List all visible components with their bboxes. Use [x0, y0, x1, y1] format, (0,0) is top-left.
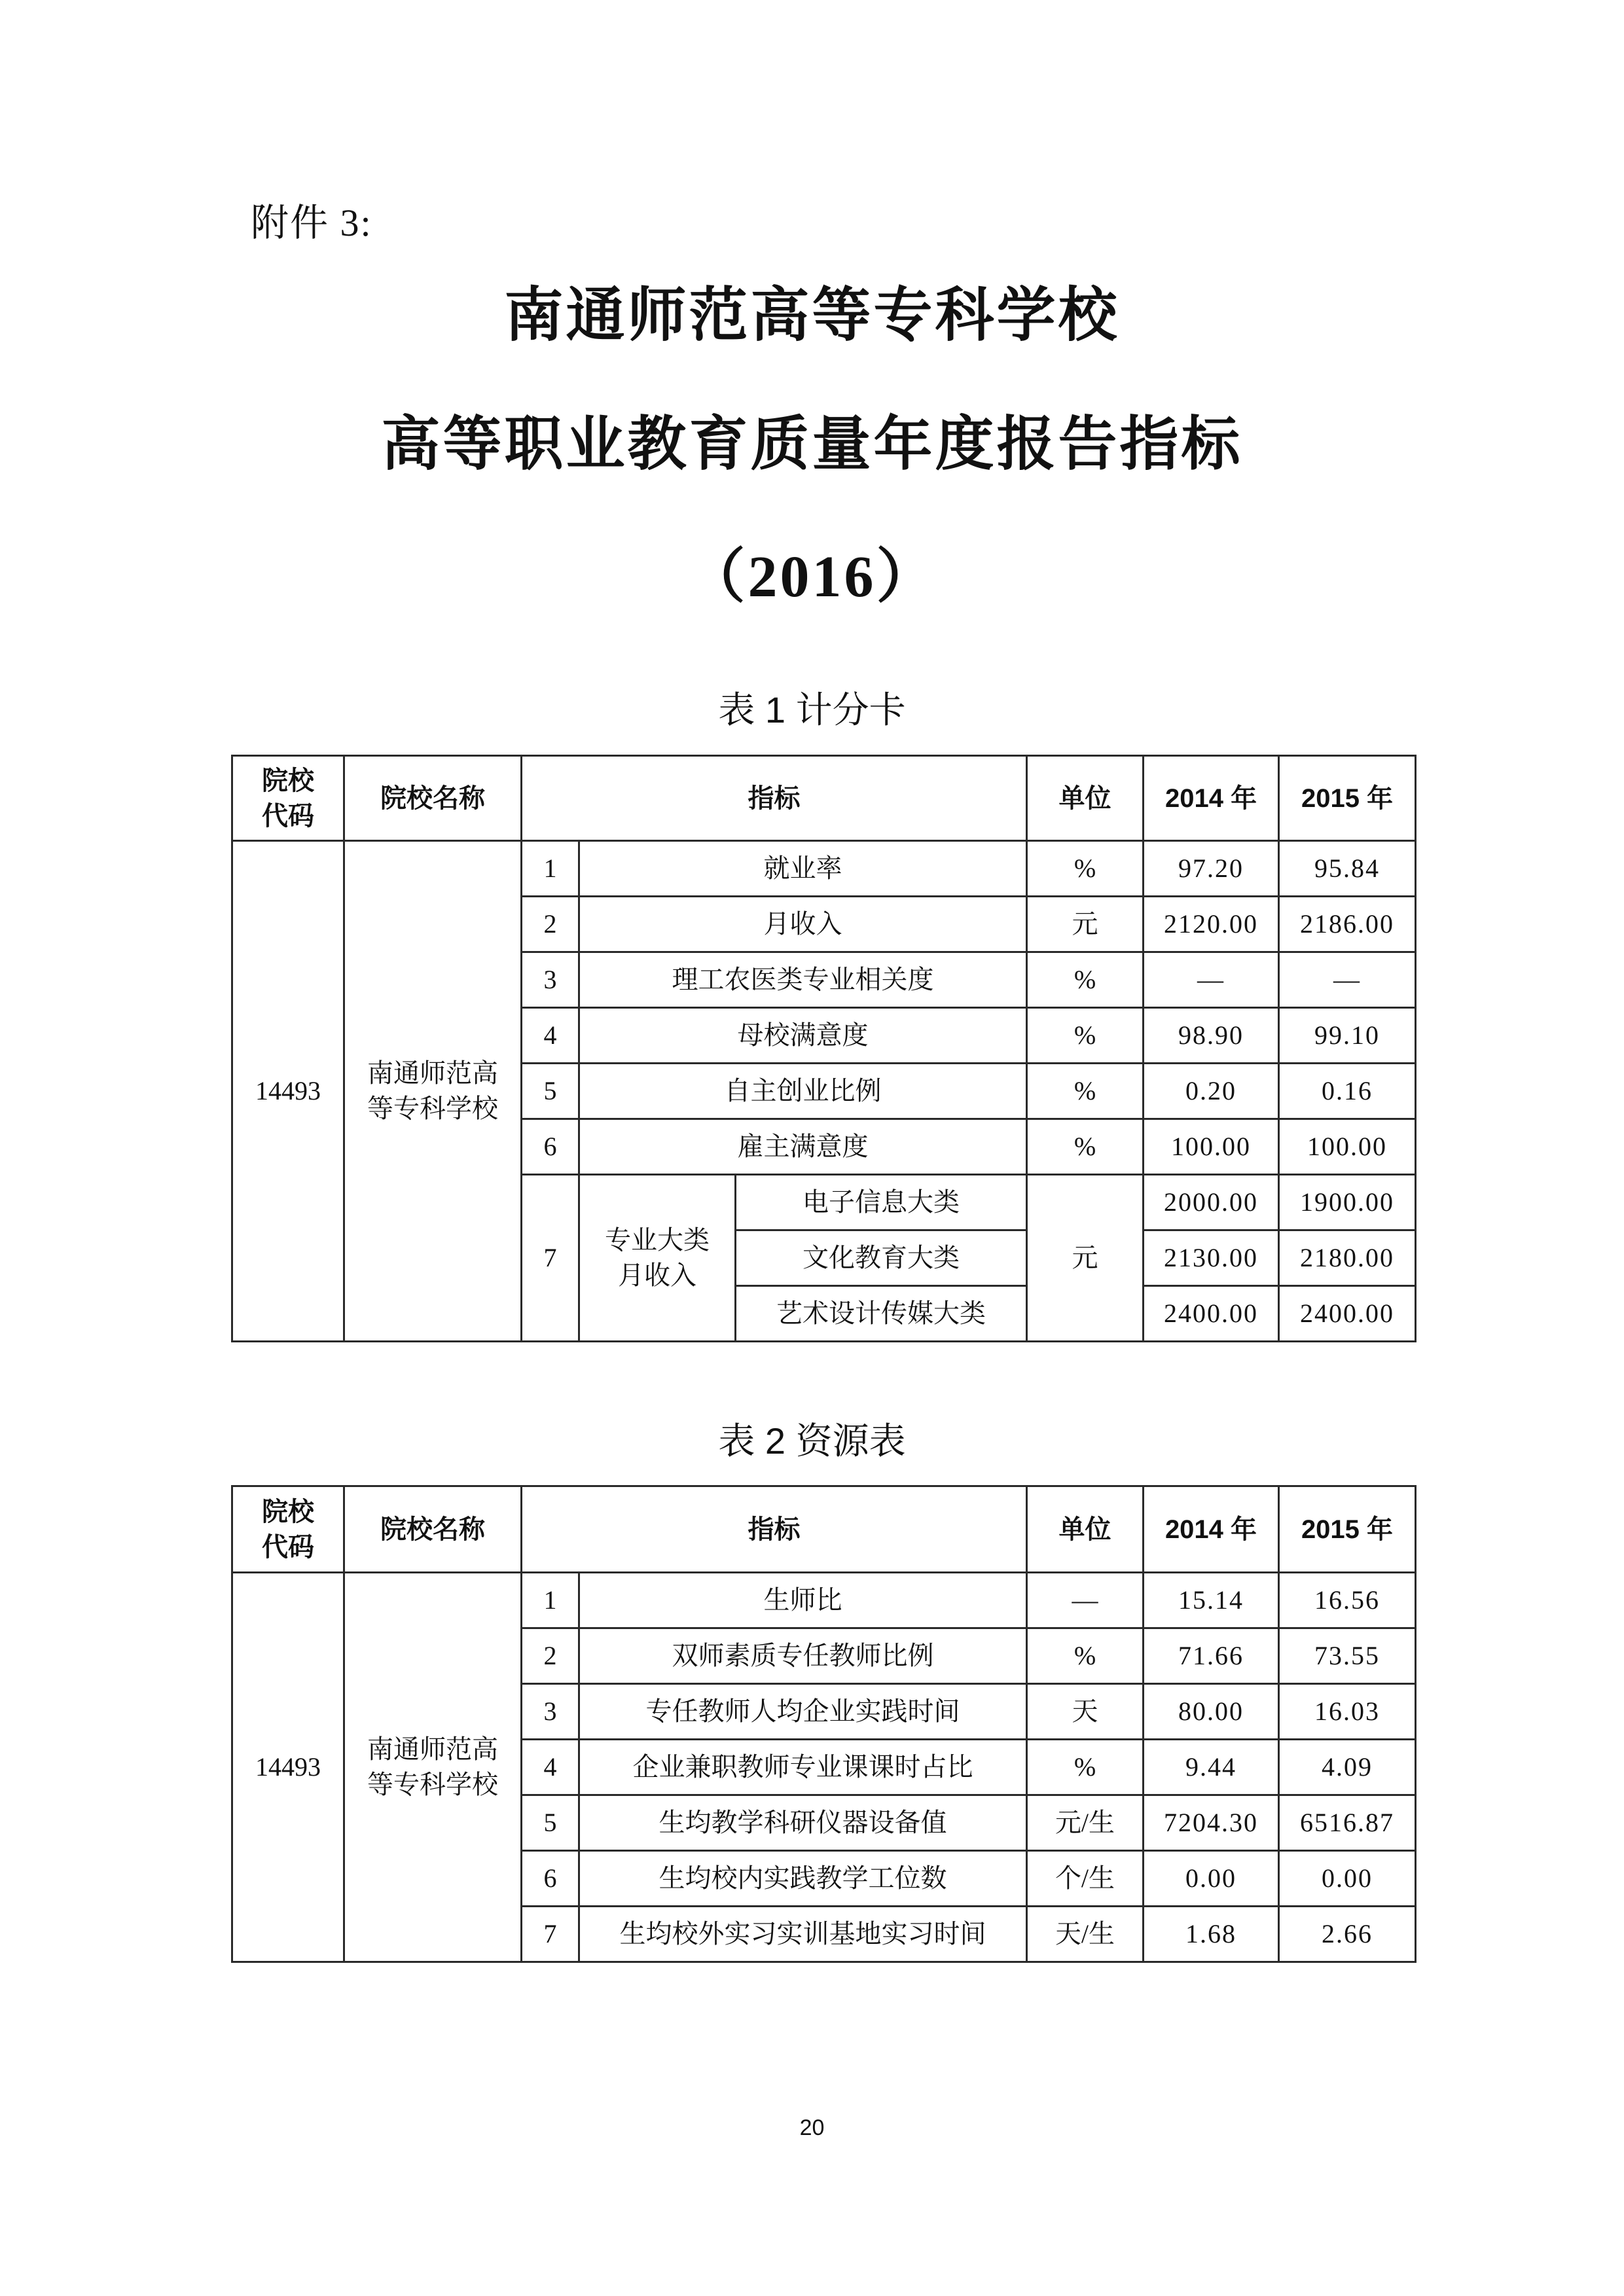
value-2014: 15.14 [1144, 1573, 1279, 1628]
resource-table [231, 1485, 1416, 1963]
value-2014: — [1144, 952, 1279, 1008]
school-code-cell: 14493 [232, 1573, 344, 1962]
unit-cell: % [1027, 952, 1144, 1008]
report-year: （2016） [686, 545, 938, 609]
row-number: 5 [522, 1795, 579, 1851]
value-2015: 2.66 [1279, 1907, 1416, 1962]
indicator-name: 就业率 [579, 841, 1027, 897]
unit-cell: % [1027, 1008, 1144, 1064]
school-code-cell: 14493 [232, 841, 344, 1342]
value-2015: 2186.00 [1279, 897, 1416, 952]
attachment-label: 附件 3: [251, 202, 372, 244]
value-2015: 100.00 [1279, 1119, 1416, 1175]
value-2015: 2180.00 [1279, 1230, 1416, 1286]
unit-cell: % [1027, 1119, 1144, 1175]
value-2015: 16.56 [1279, 1573, 1416, 1628]
value-2014: 98.90 [1144, 1008, 1279, 1064]
indicator-name: 企业兼职教师专业课课时占比 [579, 1740, 1027, 1795]
value-2014: 2120.00 [1144, 897, 1279, 952]
row-number: 1 [522, 1573, 579, 1628]
header-unit: 单位 [1027, 1486, 1144, 1573]
value-2014: 80.00 [1144, 1684, 1279, 1740]
header-2014: 2014 年 [1144, 1486, 1279, 1573]
header-2015: 2015 年 [1279, 1486, 1416, 1573]
row-number: 6 [522, 1851, 579, 1907]
unit-cell: — [1027, 1573, 1144, 1628]
header-school-name: 院校名称 [344, 756, 522, 841]
value-2015: 95.84 [1279, 841, 1416, 897]
header-row [232, 756, 1416, 841]
header-indicator: 指标 [522, 756, 1027, 841]
value-2014: 2000.00 [1144, 1175, 1279, 1230]
category-name: 电子信息大类 [736, 1175, 1027, 1230]
row-number: 2 [522, 897, 579, 952]
indicator-name: 母校满意度 [579, 1008, 1027, 1064]
indicator-name: 生均教学科研仪器设备值 [579, 1795, 1027, 1851]
indicator-group-name: 专业大类月收入 [579, 1175, 736, 1342]
value-2014: 0.00 [1144, 1851, 1279, 1907]
header-2014: 2014 年 [1144, 756, 1279, 841]
row-number: 6 [522, 1119, 579, 1175]
header-school-code: 院校代码 [232, 756, 344, 841]
table1-caption: 表 1 计分卡 [718, 689, 906, 730]
row-number: 7 [522, 1907, 579, 1962]
indicator-name: 月收入 [579, 897, 1027, 952]
indicator-name: 生均校外实习实训基地实习时间 [579, 1907, 1027, 1962]
school-title: 南通师范高等专科学校 [504, 283, 1120, 348]
header-row [232, 1486, 1416, 1573]
school-name-cell: 南通师范高等专科学校 [344, 1573, 522, 1962]
header-2015: 2015 年 [1279, 756, 1416, 841]
value-2014: 0.20 [1144, 1064, 1279, 1119]
header-school-name: 院校名称 [344, 1486, 522, 1573]
unit-cell: 天/生 [1027, 1907, 1144, 1962]
table-row [232, 841, 1416, 897]
value-2014: 9.44 [1144, 1740, 1279, 1795]
value-2014: 71.66 [1144, 1628, 1279, 1684]
value-2014: 1.68 [1144, 1907, 1279, 1962]
value-2014: 7204.30 [1144, 1795, 1279, 1851]
indicator-name: 生师比 [579, 1573, 1027, 1628]
row-number: 5 [522, 1064, 579, 1119]
unit-cell: % [1027, 1740, 1144, 1795]
header-school-code: 院校代码 [232, 1486, 344, 1573]
indicator-name: 雇主满意度 [579, 1119, 1027, 1175]
unit-cell: % [1027, 841, 1144, 897]
header-unit: 单位 [1027, 756, 1144, 841]
report-title: 高等职业教育质量年度报告指标 [381, 412, 1243, 477]
unit-cell: 元 [1027, 897, 1144, 952]
value-2014: 2130.00 [1144, 1230, 1279, 1286]
value-2015: 73.55 [1279, 1628, 1416, 1684]
unit-cell: 天 [1027, 1684, 1144, 1740]
category-name: 艺术设计传媒大类 [736, 1286, 1027, 1342]
row-number: 7 [522, 1175, 579, 1342]
indicator-name: 双师素质专任教师比例 [579, 1628, 1027, 1684]
value-2015: 6516.87 [1279, 1795, 1416, 1851]
indicator-name: 专任教师人均企业实践时间 [579, 1684, 1027, 1740]
table-row [232, 1573, 1416, 1628]
value-2014: 97.20 [1144, 841, 1279, 897]
row-number: 3 [522, 1684, 579, 1740]
unit-cell: 个/生 [1027, 1851, 1144, 1907]
value-2015: 4.09 [1279, 1740, 1416, 1795]
school-name-cell: 南通师范高等专科学校 [344, 841, 522, 1342]
value-2015: 99.10 [1279, 1008, 1416, 1064]
row-number: 4 [522, 1740, 579, 1795]
value-2015: 0.16 [1279, 1064, 1416, 1119]
page-number: 20 [799, 2115, 825, 2140]
row-number: 2 [522, 1628, 579, 1684]
scorecard-table [231, 755, 1416, 1342]
value-2015: 16.03 [1279, 1684, 1416, 1740]
unit-cell: % [1027, 1064, 1144, 1119]
indicator-name: 自主创业比例 [579, 1064, 1027, 1119]
row-number: 1 [522, 841, 579, 897]
row-number: 3 [522, 952, 579, 1008]
table2-caption: 表 2 资源表 [718, 1420, 906, 1462]
row-number: 4 [522, 1008, 579, 1064]
value-2015: 1900.00 [1279, 1175, 1416, 1230]
header-indicator: 指标 [522, 1486, 1027, 1573]
value-2015: 2400.00 [1279, 1286, 1416, 1342]
unit-cell: % [1027, 1628, 1144, 1684]
unit-cell: 元 [1027, 1175, 1144, 1342]
value-2014: 2400.00 [1144, 1286, 1279, 1342]
indicator-name: 理工农医类专业相关度 [579, 952, 1027, 1008]
unit-cell: 元/生 [1027, 1795, 1144, 1851]
indicator-name: 生均校内实践教学工位数 [579, 1851, 1027, 1907]
value-2015: 0.00 [1279, 1851, 1416, 1907]
value-2015: — [1279, 952, 1416, 1008]
category-name: 文化教育大类 [736, 1230, 1027, 1286]
value-2014: 100.00 [1144, 1119, 1279, 1175]
